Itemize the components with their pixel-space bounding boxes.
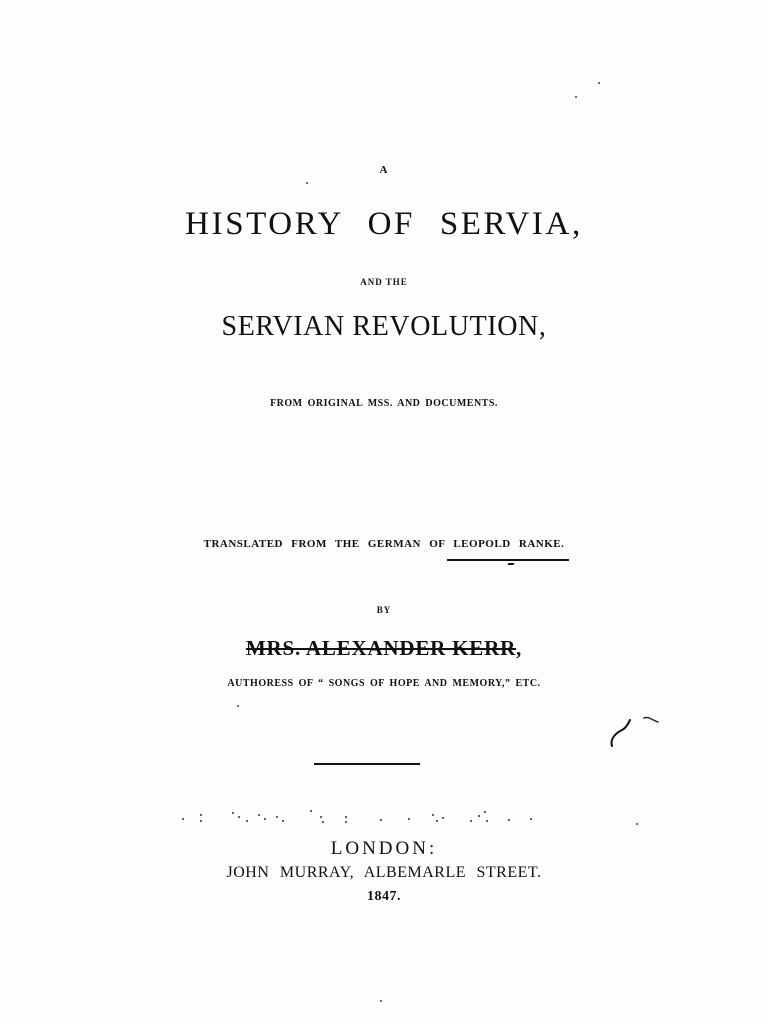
paper-speck [306,182,308,184]
author-credit: AUTHORESS OF “ SONGS OF HOPE AND MEMORY,” ETC. [227,678,541,689]
title-conjunction: AND THE [360,277,408,287]
paper-speck [598,82,600,84]
author-comma: , [516,636,523,660]
paper-speck [380,1000,382,1002]
faded-ornament-dots [180,808,540,828]
imprint-year: 1847. [367,889,401,904]
pencil-annotation-mark [604,712,664,752]
translation-note: TRANSLATED FROM THE GERMAN OF LEOPOLD RANKE. [203,538,565,550]
handwritten-underline [447,559,569,561]
paper-speck [237,705,239,707]
imprint-city: LONDON: [330,838,438,859]
by-line: BY [376,605,392,615]
paper-speck [575,96,577,98]
book-title: HISTORY OF SERVIA, [185,206,583,242]
paper-speck [636,823,638,825]
imprint-publisher: JOHN MURRAY, ALBEMARLE STREET. [226,864,542,881]
source-note: FROM ORIGINAL MSS. AND DOCUMENTS. [270,398,498,409]
book-subtitle: SERVIAN REVOLUTION, [221,311,547,342]
horizontal-rule [314,763,420,765]
title-article: A [379,164,389,176]
author-name: MRS. ALEXANDER KERR [245,636,517,660]
author-line [0,636,768,661]
